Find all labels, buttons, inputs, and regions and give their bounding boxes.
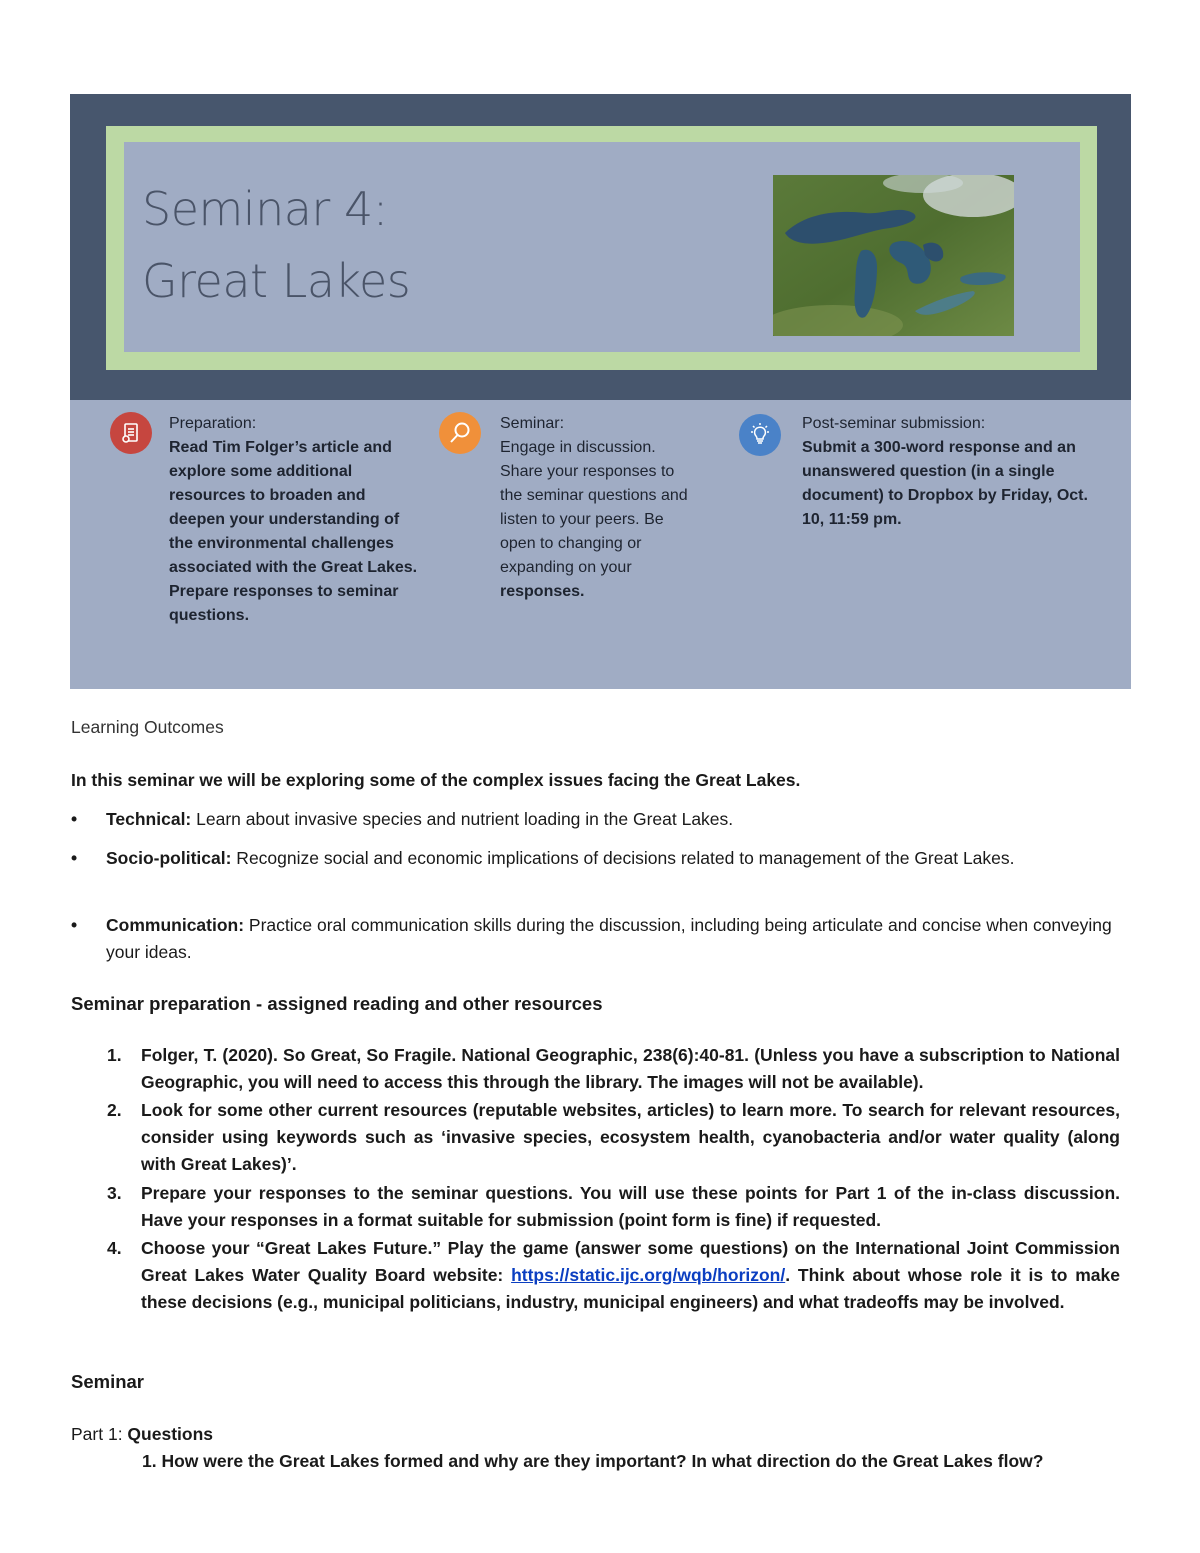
seminar-heading: Seminar:: [500, 415, 565, 432]
list-number: 2.: [107, 1100, 122, 1120]
list-item: [71, 806, 1131, 833]
document-icon: [110, 412, 152, 454]
list-number: 3.: [107, 1183, 122, 1203]
list-number: 1.: [107, 1045, 122, 1065]
bullet-dot: •: [71, 915, 78, 935]
page-title-line-2: Great Lakes: [142, 254, 411, 308]
bullet-text: Practice oral communication skills during the discussion, including being articulate and concise when conveying your ideas.: [106, 915, 1112, 962]
post-seminar-column: [802, 412, 1112, 532]
list-item: [71, 912, 1131, 966]
part-title: Questions: [122, 1424, 213, 1444]
part-1-heading: [71, 1421, 213, 1448]
page-title-line-1: Seminar 4:: [142, 182, 388, 236]
list-item-text: Folger, T. (2020). So Great, So Fragile. National Geographic, 238(6):40-81. (Unless you have a subscription to National Geographic, you will need to access this through the library. The images will not be available).: [141, 1045, 1120, 1092]
list-item-text: Choose your “Great Lakes Future.” Play the game (answer some questions) on the International Joint Commission Great Lakes Water Quality Board website:: [141, 1238, 1120, 1285]
learning-outcomes-heading: Learning Outcomes: [71, 717, 224, 737]
preparation-column: [169, 412, 419, 628]
list-item: [71, 1180, 1120, 1234]
question-item: 1. How were the Great Lakes formed and why are they important? In what direction do the Great Lakes flow?: [142, 1451, 1044, 1471]
seminar-body: Engage in discussion. Share your responses to the seminar questions and listen to your peers. Be open to changing or expanding on your: [500, 439, 688, 576]
bullet-label: Communication:: [106, 915, 245, 935]
learning-outcomes-intro: In this seminar we will be exploring some of the complex issues facing the Great Lakes.: [71, 770, 801, 790]
ijc-horizon-link[interactable]: https://static.ijc.org/wqb/horizon/: [511, 1265, 786, 1285]
post-seminar-heading: Post-seminar submission:: [802, 415, 986, 432]
magnifier-icon: [439, 412, 481, 454]
bullet-label: Socio-political:: [106, 848, 232, 868]
list-number: 4.: [107, 1238, 122, 1258]
bullet-dot: •: [71, 809, 78, 829]
seminar-body-bold: responses.: [500, 583, 585, 600]
list-item: [71, 845, 1131, 872]
list-item: [71, 1235, 1120, 1316]
great-lakes-satellite-image: [773, 175, 1014, 336]
preparation-section-heading: Seminar preparation - assigned reading and other resources: [71, 993, 603, 1014]
bullet-text: Recognize social and economic implications of decisions related to management of the Great Lakes.: [231, 848, 1015, 868]
seminar-section-heading: Seminar: [71, 1371, 145, 1392]
bullet-label: Technical:: [106, 809, 192, 829]
seminar-column: [500, 412, 700, 604]
list-item-text: Prepare your responses to the seminar questions. You will use these points for Part 1 of the in-class discussion. Have your responses in a format suitable for submission (point form is fine) if requested.: [141, 1183, 1120, 1230]
part-label: Part 1:: [71, 1424, 123, 1444]
preparation-body-bold: Read Tim Folger’s article and explore some additional resources to broaden and deepen your understanding of the environmental challenges associated with the Great Lakes. Prepare responses to seminar questions.: [169, 439, 418, 624]
list-item-text-after: . Think about whose role it is to make these decisions (e.g., municipal politicians, industry, municipal engineers) and what tradeoffs may be involved.: [141, 1265, 1120, 1312]
list-item: [71, 1097, 1120, 1178]
list-item: [71, 1042, 1120, 1096]
preparation-heading: Preparation:: [169, 415, 257, 432]
bullet-text: Learn about invasive species and nutrient loading in the Great Lakes.: [191, 809, 734, 829]
post-seminar-body-bold: Submit a 300-word response and an unanswered question (in a single document) to Dropbox by Friday, Oct. 10, 11:59 pm.: [802, 439, 1088, 528]
list-item-text: Look for some other current resources (reputable websites, articles) to learn more. To search for relevant resources, consider using keywords such as ‘invasive species, ecosystem health, cyanobacteria and/or water quality (along with Great Lakes)’.: [141, 1100, 1120, 1174]
lightbulb-icon: [739, 414, 781, 456]
bullet-dot: •: [71, 848, 78, 868]
